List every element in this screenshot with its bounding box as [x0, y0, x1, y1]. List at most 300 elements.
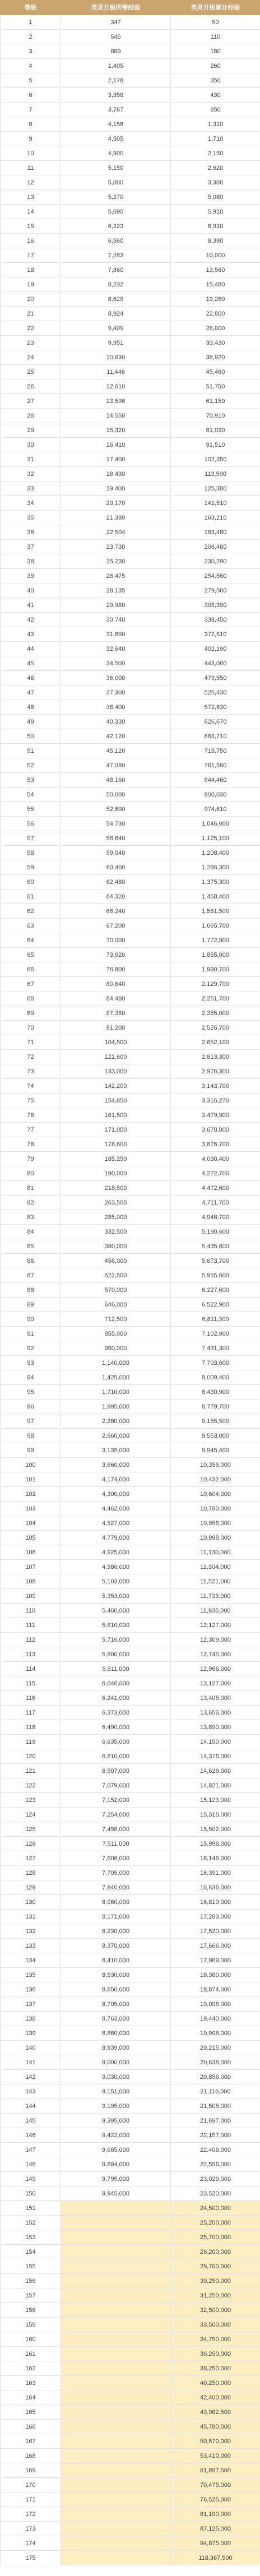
required-exp-cell: 7,254,000 [61, 1808, 171, 1822]
level-cell: 117 [1, 1706, 61, 1720]
total-exp-cell: 31,250,000 [171, 2288, 260, 2303]
table-row [1, 2318, 260, 2332]
required-exp-cell: 30,740 [61, 613, 171, 627]
required-exp-cell: 6,810,000 [61, 1749, 171, 1764]
level-cell: 143 [1, 2084, 61, 2099]
table-row [1, 161, 260, 175]
total-exp-cell: 479,550 [171, 671, 260, 685]
required-exp-cell: 171,000 [61, 1123, 171, 1137]
required-exp-cell: 178,600 [61, 1137, 171, 1152]
required-exp-cell: 67,200 [61, 919, 171, 933]
required-exp-cell: 45,120 [61, 744, 171, 758]
level-cell: 88 [1, 1283, 61, 1298]
header-level: 等级 [1, 1, 61, 15]
table-row [1, 715, 260, 729]
level-cell: 3 [1, 44, 61, 59]
level-cell: 157 [1, 2288, 61, 2303]
total-exp-cell: 2,620 [171, 161, 260, 175]
level-cell: 105 [1, 1531, 61, 1545]
table-row [1, 540, 260, 554]
total-exp-cell: 13,653,000 [171, 1706, 260, 1720]
table-row [1, 889, 260, 904]
table-row [1, 205, 260, 219]
level-cell: 53 [1, 773, 61, 787]
total-exp-cell: 53,410,000 [171, 2449, 260, 2463]
level-cell: 142 [1, 2070, 61, 2084]
total-exp-cell: 254,560 [171, 569, 260, 583]
table-row [1, 817, 260, 831]
total-exp-cell: 43,982,500 [171, 2405, 260, 2420]
level-cell: 1 [1, 15, 61, 30]
total-exp-cell: 3,876,700 [171, 1137, 260, 1152]
level-cell: 150 [1, 2186, 61, 2201]
required-exp-cell: 34,500 [61, 656, 171, 671]
required-exp-cell: 5,690 [61, 205, 171, 219]
table-row [1, 787, 260, 802]
table-row [1, 2070, 260, 2084]
total-exp-cell: 183,480 [171, 525, 260, 540]
required-exp-cell [61, 2551, 171, 2565]
table-row [1, 1225, 260, 1239]
total-exp-cell: 51,750 [171, 379, 260, 394]
table-row [1, 88, 260, 103]
total-exp-cell: 7,431,300 [171, 1341, 260, 1356]
table-row [1, 1735, 260, 1749]
required-exp-cell: 889 [61, 44, 171, 59]
level-cell: 108 [1, 1574, 61, 1589]
total-exp-cell: 15,480 [171, 277, 260, 292]
table-row [1, 1312, 260, 1327]
required-exp-cell: 8,763,000 [61, 2012, 171, 2026]
level-cell: 79 [1, 1152, 61, 1166]
table-row [1, 30, 260, 44]
table-row [1, 2347, 260, 2361]
table-row [1, 2245, 260, 2259]
total-exp-cell: 6,811,300 [171, 1312, 260, 1327]
table-row [1, 1545, 260, 1560]
total-exp-cell: 3,143,700 [171, 1079, 260, 1094]
table-row [1, 132, 260, 146]
table-row [1, 642, 260, 656]
level-cell: 139 [1, 2026, 61, 2041]
level-cell: 58 [1, 846, 61, 860]
total-exp-cell: 61,897,500 [171, 2463, 260, 2478]
table-row [1, 1298, 260, 1312]
total-exp-cell: 8,390 [171, 234, 260, 248]
table-row [1, 1400, 260, 1414]
table-row [1, 1356, 260, 1370]
level-cell: 151 [1, 2201, 61, 2216]
total-exp-cell: 8,430,900 [171, 1385, 260, 1400]
required-exp-cell: 332,500 [61, 1225, 171, 1239]
table-row [1, 1137, 260, 1152]
level-cell: 106 [1, 1545, 61, 1560]
total-exp-cell: 94,875,000 [171, 2536, 260, 2551]
table-row [1, 773, 260, 787]
total-exp-cell: 7,703,600 [171, 1356, 260, 1370]
required-exp-cell [61, 2463, 171, 2478]
total-exp-cell: 2,150 [171, 146, 260, 161]
total-exp-cell: 844,460 [171, 773, 260, 787]
required-exp-cell: 2,660,000 [61, 1429, 171, 1443]
table-row [1, 438, 260, 452]
level-cell: 97 [1, 1414, 61, 1429]
required-exp-cell: 9,409 [61, 321, 171, 336]
table-row [1, 2492, 260, 2507]
level-cell: 121 [1, 1764, 61, 1778]
table-row [1, 671, 260, 685]
level-cell: 61 [1, 889, 61, 904]
table-row [1, 1618, 260, 1633]
total-exp-cell: 5,673,700 [171, 1254, 260, 1268]
required-exp-cell: 285,000 [61, 1210, 171, 1225]
required-exp-cell: 42,120 [61, 729, 171, 744]
level-cell: 128 [1, 1866, 61, 1880]
table-row [1, 2551, 260, 2565]
required-exp-cell: 8,060,000 [61, 1895, 171, 1910]
table-row [1, 1531, 260, 1545]
total-exp-cell: 900,030 [171, 787, 260, 802]
table-row [1, 2420, 260, 2434]
header-total-exp: 英灵升级累计经验 [171, 1, 260, 15]
total-exp-cell: 279,560 [171, 583, 260, 598]
level-cell: 129 [1, 1880, 61, 1895]
required-exp-cell: 4,925,000 [61, 1545, 171, 1560]
level-cell: 44 [1, 642, 61, 656]
table-row [1, 860, 260, 875]
total-exp-cell: 36,250,000 [171, 2347, 260, 2361]
table-row [1, 1472, 260, 1487]
level-cell: 8 [1, 117, 61, 132]
total-exp-cell: 11,130,000 [171, 1545, 260, 1560]
level-cell: 148 [1, 2157, 61, 2172]
level-cell: 83 [1, 1210, 61, 1225]
level-cell: 140 [1, 2041, 61, 2055]
total-exp-cell: 1,710 [171, 132, 260, 146]
table-row [1, 1443, 260, 1458]
table-row [1, 263, 260, 277]
total-exp-cell: 19,260 [171, 292, 260, 307]
total-exp-cell: 70,475,000 [171, 2478, 260, 2492]
total-exp-cell: 15,998,000 [171, 1837, 260, 1851]
total-exp-cell: 2,129,700 [171, 977, 260, 992]
level-cell: 19 [1, 277, 61, 292]
total-exp-cell: 4,948,700 [171, 1210, 260, 1225]
table-row [1, 2390, 260, 2405]
required-exp-cell: 37,300 [61, 685, 171, 700]
table-row [1, 1166, 260, 1181]
total-exp-cell: 33,430 [171, 336, 260, 350]
table-row [1, 1837, 260, 1851]
level-cell: 100 [1, 1458, 61, 1472]
total-exp-cell: 45,460 [171, 365, 260, 379]
total-exp-cell: 32,500,000 [171, 2303, 260, 2318]
total-exp-cell: 14,626,000 [171, 1764, 260, 1778]
level-cell: 5 [1, 73, 61, 88]
total-exp-cell: 572,630 [171, 700, 260, 715]
required-exp-cell: 6,635,000 [61, 1735, 171, 1749]
total-exp-cell: 20,856,000 [171, 2070, 260, 2084]
level-cell: 163 [1, 2376, 61, 2390]
total-exp-cell: 12,309,000 [171, 1633, 260, 1647]
table-row [1, 248, 260, 263]
required-exp-cell: 6,907,000 [61, 1764, 171, 1778]
total-exp-cell: 28,000 [171, 321, 260, 336]
total-exp-cell: 430 [171, 88, 260, 103]
total-exp-cell: 13,890,000 [171, 1720, 260, 1735]
total-exp-cell: 21,697,000 [171, 2114, 260, 2128]
required-exp-cell: 10,630 [61, 350, 171, 365]
required-exp-cell [61, 2274, 171, 2288]
required-exp-cell: 9,151,000 [61, 2084, 171, 2099]
required-exp-cell [61, 2405, 171, 2420]
level-cell: 11 [1, 161, 61, 175]
total-exp-cell: 10,780,000 [171, 1502, 260, 1516]
level-cell: 124 [1, 1808, 61, 1822]
required-exp-cell: 950,000 [61, 1341, 171, 1356]
total-exp-cell: 91,510 [171, 438, 260, 452]
level-cell: 134 [1, 1953, 61, 1968]
total-exp-cell: 1,046,000 [171, 817, 260, 831]
table-row [1, 613, 260, 627]
required-exp-cell: 4,527,000 [61, 1516, 171, 1531]
level-cell: 26 [1, 379, 61, 394]
required-exp-cell [61, 2478, 171, 2492]
level-cell: 161 [1, 2347, 61, 2361]
total-exp-cell: 402,190 [171, 642, 260, 656]
level-cell: 40 [1, 583, 61, 598]
required-exp-cell: 1,710,000 [61, 1385, 171, 1400]
total-exp-cell: 38,920 [171, 350, 260, 365]
total-exp-cell: 14,150,000 [171, 1735, 260, 1749]
required-exp-cell: 32,640 [61, 642, 171, 656]
table-row [1, 336, 260, 350]
total-exp-cell: 1,310 [171, 117, 260, 132]
total-exp-cell: 372,510 [171, 627, 260, 642]
level-cell: 95 [1, 1385, 61, 1400]
table-row [1, 1035, 260, 1050]
table-row [1, 2288, 260, 2303]
level-cell: 123 [1, 1793, 61, 1808]
level-cell: 125 [1, 1822, 61, 1837]
total-exp-cell: 9,945,400 [171, 1443, 260, 1458]
required-exp-cell: 17,400 [61, 452, 171, 467]
required-exp-cell: 185,250 [61, 1152, 171, 1166]
required-exp-cell: 4,900 [61, 146, 171, 161]
total-exp-cell: 626,670 [171, 715, 260, 729]
level-cell: 87 [1, 1268, 61, 1283]
required-exp-cell: 218,500 [61, 1181, 171, 1196]
required-exp-cell: 54,730 [61, 817, 171, 831]
required-exp-cell: 70,000 [61, 933, 171, 948]
level-cell: 71 [1, 1035, 61, 1050]
total-exp-cell: 70,910 [171, 409, 260, 423]
level-cell: 37 [1, 540, 61, 554]
table-row [1, 1414, 260, 1429]
total-exp-cell: 6,522,900 [171, 1298, 260, 1312]
table-row [1, 1487, 260, 1502]
table-row [1, 409, 260, 423]
required-exp-cell: 5,150 [61, 161, 171, 175]
level-cell: 102 [1, 1487, 61, 1502]
level-cell: 18 [1, 263, 61, 277]
level-cell: 135 [1, 1968, 61, 1982]
level-cell: 99 [1, 1443, 61, 1458]
required-exp-cell: 59,040 [61, 846, 171, 860]
table-row [1, 1516, 260, 1531]
total-exp-cell: 6,910 [171, 219, 260, 234]
total-exp-cell: 10,432,000 [171, 1472, 260, 1487]
level-cell: 144 [1, 2099, 61, 2114]
required-exp-cell: 2,178 [61, 73, 171, 88]
table-row [1, 525, 260, 540]
table-row [1, 2507, 260, 2522]
level-cell: 57 [1, 831, 61, 846]
table-row [1, 2026, 260, 2041]
total-exp-cell: 350 [171, 73, 260, 88]
table-row [1, 2012, 260, 2026]
total-exp-cell: 76,525,000 [171, 2492, 260, 2507]
required-exp-cell [61, 2522, 171, 2536]
level-cell: 29 [1, 423, 61, 438]
total-exp-cell: 16,636,000 [171, 1880, 260, 1895]
level-cell: 52 [1, 758, 61, 773]
required-exp-cell: 48,160 [61, 773, 171, 787]
required-exp-cell: 712,500 [61, 1312, 171, 1327]
required-exp-cell: 8,171,000 [61, 1910, 171, 1924]
required-exp-cell: 4,505 [61, 132, 171, 146]
required-exp-cell: 73,920 [61, 948, 171, 962]
required-exp-cell: 8,232 [61, 277, 171, 292]
table-row [1, 1691, 260, 1706]
required-exp-cell: 6,490,000 [61, 1720, 171, 1735]
required-exp-cell: 3,767 [61, 103, 171, 117]
table-row [1, 933, 260, 948]
level-cell: 25 [1, 365, 61, 379]
total-exp-cell: 110 [171, 30, 260, 44]
table-row [1, 365, 260, 379]
level-cell: 77 [1, 1123, 61, 1137]
table-row [1, 2405, 260, 2420]
table-row [1, 103, 260, 117]
level-cell: 70 [1, 1021, 61, 1035]
total-exp-cell: 850 [171, 103, 260, 117]
table-row [1, 511, 260, 525]
total-exp-cell: 45,780,000 [171, 2420, 260, 2434]
level-cell: 21 [1, 307, 61, 321]
total-exp-cell: 20,638,000 [171, 2055, 260, 2070]
total-exp-cell: 118,367,500 [171, 2551, 260, 2565]
level-cell: 172 [1, 2507, 61, 2522]
level-cell: 133 [1, 1939, 61, 1953]
level-cell: 127 [1, 1851, 61, 1866]
level-cell: 69 [1, 1006, 61, 1021]
table-row [1, 1152, 260, 1166]
total-exp-cell: 1,125,100 [171, 831, 260, 846]
level-cell: 74 [1, 1079, 61, 1094]
table-row [1, 1196, 260, 1210]
level-cell: 91 [1, 1327, 61, 1341]
required-exp-cell: 2,280,000 [61, 1414, 171, 1429]
table-row [1, 1822, 260, 1837]
required-exp-cell: 9,951 [61, 336, 171, 350]
level-cell: 24 [1, 350, 61, 365]
total-exp-cell: 9,553,000 [171, 1429, 260, 1443]
level-cell: 122 [1, 1778, 61, 1793]
level-cell: 73 [1, 1064, 61, 1079]
total-exp-cell: 81,190,000 [171, 2507, 260, 2522]
table-row [1, 802, 260, 817]
total-exp-cell: 206,480 [171, 540, 260, 554]
required-exp-cell: 4,986,000 [61, 1560, 171, 1574]
table-row [1, 467, 260, 481]
level-cell: 89 [1, 1298, 61, 1312]
required-exp-cell: 104,500 [61, 1035, 171, 1050]
table-row [1, 2376, 260, 2390]
total-exp-cell: 2,251,700 [171, 992, 260, 1006]
table-row [1, 15, 260, 30]
level-cell: 154 [1, 2245, 61, 2259]
level-cell: 55 [1, 802, 61, 817]
required-exp-cell: 9,030,000 [61, 2070, 171, 2084]
total-exp-cell: 16,148,000 [171, 1851, 260, 1866]
level-cell: 59 [1, 860, 61, 875]
level-cell: 153 [1, 2230, 61, 2245]
level-cell: 13 [1, 190, 61, 205]
level-cell: 43 [1, 627, 61, 642]
level-cell: 6 [1, 88, 61, 103]
required-exp-cell: 570,000 [61, 1283, 171, 1298]
table-row [1, 2274, 260, 2288]
total-exp-cell: 2,526,700 [171, 1021, 260, 1035]
level-cell: 146 [1, 2128, 61, 2143]
required-exp-cell: 31,600 [61, 627, 171, 642]
level-cell: 41 [1, 598, 61, 613]
required-exp-cell: 40,330 [61, 715, 171, 729]
level-cell: 75 [1, 1094, 61, 1108]
total-exp-cell: 12,966,000 [171, 1662, 260, 1676]
total-exp-cell: 17,520,000 [171, 1924, 260, 1939]
total-exp-cell: 260 [171, 59, 260, 73]
required-exp-cell [61, 2318, 171, 2332]
level-cell: 175 [1, 2551, 61, 2565]
table-row [1, 656, 260, 671]
table-row [1, 2099, 260, 2114]
required-exp-cell: 23,730 [61, 540, 171, 554]
level-cell: 119 [1, 1735, 61, 1749]
required-exp-cell [61, 2288, 171, 2303]
required-exp-cell: 5,353,000 [61, 1589, 171, 1604]
level-cell: 113 [1, 1647, 61, 1662]
required-exp-cell: 18,430 [61, 467, 171, 481]
table-row [1, 700, 260, 715]
required-exp-cell: 4,462,000 [61, 1502, 171, 1516]
required-exp-cell: 7,079,000 [61, 1778, 171, 1793]
required-exp-cell: 8,530,000 [61, 1968, 171, 1982]
table-row [1, 2201, 260, 2216]
required-exp-cell: 7,608,000 [61, 1851, 171, 1866]
table-row [1, 452, 260, 467]
level-cell: 15 [1, 219, 61, 234]
required-exp-cell [61, 2303, 171, 2318]
required-exp-cell: 8,860,000 [61, 2026, 171, 2041]
total-exp-cell: 1,208,400 [171, 846, 260, 860]
required-exp-cell: 121,600 [61, 1050, 171, 1064]
level-cell: 168 [1, 2449, 61, 2463]
level-cell: 50 [1, 729, 61, 744]
table-row [1, 44, 260, 59]
level-cell: 132 [1, 1924, 61, 1939]
